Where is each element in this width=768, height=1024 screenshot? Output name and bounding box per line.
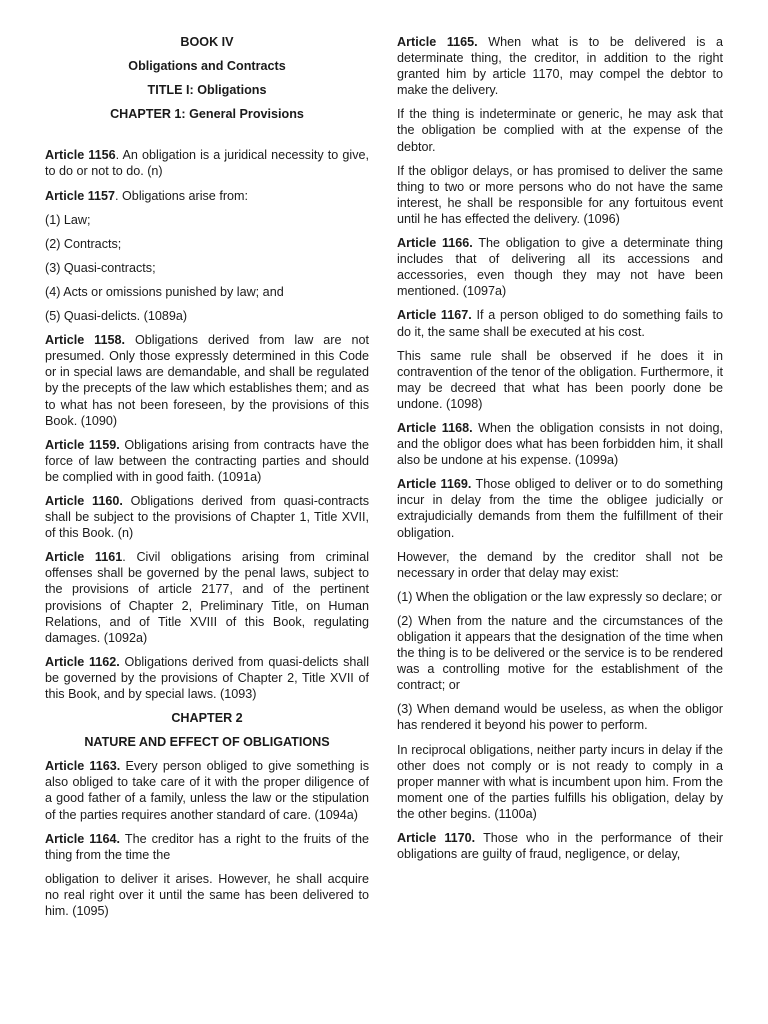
left-column xyxy=(45,34,369,927)
article-text: Those who in the performance of their obligations are guilty of fraud, negligence, or delay, xyxy=(397,831,723,862)
article-text: Obligations derived from law are not presumed. Only those expressly determined in this Code or in special laws are demandable, and shall be regulated by the precepts of the law which establishes them; and as to what has not been foreseen, by the provisions of this Book. (1090) xyxy=(45,333,369,428)
article-1165-paragraph-3: If the obligor delays, or has promised to deliver the same thing to two or more persons who do not have the same interest, he shall be responsible for any fortuitous event until he has effected the delivery. (1096) xyxy=(397,163,723,226)
article-1167 xyxy=(397,307,723,339)
article-1168 xyxy=(397,420,723,468)
source-item: (1) Law; xyxy=(45,212,91,227)
article-1156 xyxy=(45,147,369,179)
article-text: Every person obliged to give something is also obliged to take care of it with the proper diligence of a good father of a family, unless the law or the stipulation of the parties requires another standard of care. (1094a) xyxy=(45,759,369,822)
article-label: Article 1170. xyxy=(397,831,476,846)
article-1169-paragraph-3: (1) When the obligation or the law expressly so declare; or xyxy=(397,589,722,604)
source-item: (4) Acts or omissions punished by law; and xyxy=(45,284,284,299)
spacer xyxy=(45,130,369,147)
chapter1-heading: CHAPTER 1: General Provisions xyxy=(110,107,304,122)
article-label: Article 1168. xyxy=(397,420,473,435)
article-label: Article 1167. xyxy=(397,308,472,323)
article-1169-paragraph-5: (3) When demand would be useless, as when the obligor has rendered it beyond his power to perform. xyxy=(397,702,723,733)
chapter2-heading: CHAPTER 2 xyxy=(171,711,243,726)
article-label: Article 1169. xyxy=(397,477,472,492)
book-heading: BOOK IV xyxy=(180,35,234,49)
article-text: When what is to be delivered is a determinate thing, the creditor, in addition to the right granted him by article 1170, may compel the debtor to make the delivery. xyxy=(397,35,724,98)
article-1166 xyxy=(397,235,723,299)
article-label: Article 1164. xyxy=(45,831,121,846)
article-1169-paragraph-4: (2) When from the nature and the circumstances of the obligation it appears that the designation of the time when the thing is to be delivered or the service is to be rendered was a controlling motive for the establishment of the contract; or xyxy=(397,613,723,693)
article-label: Article 1160. xyxy=(45,493,123,508)
article-1158 xyxy=(45,332,369,429)
article-text: When the obligation consists in not doing, and the obligor does what has been forbidden him, it shall also be undone at his expense. (1099a) xyxy=(397,420,724,468)
article-label: Article 1161 xyxy=(45,550,123,565)
article-text: If a person obliged to do something fails to do it, the same shall be executed at his cost. xyxy=(397,308,723,339)
article-label: Article 1166. xyxy=(397,236,473,251)
source-item: (3) Quasi-contracts; xyxy=(45,260,156,275)
article-text: The obligation to give a determinate thing includes that of delivering all its accessions and accessories, even though they may not have been mentioned. (1097a) xyxy=(397,236,724,299)
source-item: (2) Contracts; xyxy=(45,236,122,251)
source-item: (5) Quasi-delicts. (1089a) xyxy=(45,309,188,324)
article-1167-paragraph-2: This same rule shall be observed if he does it in contravention of the tenor of the obligation. Furthermore, it may be decreed that what has been poorly done be undone. (1098) xyxy=(397,348,723,411)
article-label: Article 1159. xyxy=(45,437,120,452)
article-text: . Obligations arise from: xyxy=(115,188,249,203)
article-text: Obligations arising from contracts have the force of law between the contracting parties and should be complied with in good faith. (1091a) xyxy=(45,437,369,484)
article-1170 xyxy=(397,830,723,862)
article-text: The creditor has a right to the fruits of the thing from the time the xyxy=(45,831,370,862)
article-text: Those obliged to deliver or to do something incur in delay from the time the obligee judicially or extrajudicially demands from them the fulfillment of their obligation. xyxy=(397,477,723,540)
article-text: . Civil obligations arising from criminal offenses shall be governed by the penal laws, subject to the provisions of article 2177, and of the pertinent provisions of Chapter 2, Preliminary Title, on Human Relations, and of Title XVIII of this Book, regulating damages. (1092a) xyxy=(45,550,369,645)
article-1161 xyxy=(45,549,369,646)
article-text: . An obligation is a juridical necessity to give, to do or not to do. (n) xyxy=(45,148,369,179)
article-1165-paragraph-2: If the thing is indeterminate or generic, he may ask that the obligation be complied with at the expense of the debtor. xyxy=(397,107,723,154)
article-1159 xyxy=(45,437,369,485)
title-heading: TITLE I: Obligations xyxy=(147,83,267,98)
subject-heading: Obligations and Contracts xyxy=(128,59,286,74)
article-label: Article 1165. xyxy=(397,35,478,49)
article-1162 xyxy=(45,654,369,702)
article-1160 xyxy=(45,493,369,541)
article-label: Article 1157 xyxy=(45,188,116,203)
article-1163 xyxy=(45,758,369,822)
article-text: Obligations derived from quasi-contracts shall be subject to the provisions of Chapter 1, Title XVII, of this Book. (n) xyxy=(45,493,370,541)
article-label: Article 1163. xyxy=(45,759,121,774)
article-1169-paragraph-2: However, the demand by the creditor shall not be necessary in order that delay may exist: xyxy=(397,549,723,580)
chapter2-title: NATURE AND EFFECT OF OBLIGATIONS xyxy=(84,735,330,750)
article-1165 xyxy=(397,34,723,98)
article-text: Obligations derived from quasi-delicts shall be governed by the provisions of Chapter 2, Title XVII of this Book, and by special laws. (1093) xyxy=(45,654,369,701)
article-1169 xyxy=(397,476,723,540)
article-1157 xyxy=(45,188,369,204)
article-1164 xyxy=(45,831,369,863)
right-column xyxy=(397,34,723,870)
article-label: Article 1156 xyxy=(45,148,116,163)
article-1164-continued: obligation to deliver it arises. However, he shall acquire no real right over it until the same has been delivered to him. (1095) xyxy=(45,871,369,919)
article-1169-paragraph-6: In reciprocal obligations, neither party incurs in delay if the other does not comply or is not ready to comply in a proper manner with what is incumbent upon him. From the moment one of the parties fulfills his obligation, delay by the other begins. (1100a) xyxy=(397,742,723,821)
article-label: Article 1162. xyxy=(45,654,120,669)
article-label: Article 1158. xyxy=(45,333,125,348)
